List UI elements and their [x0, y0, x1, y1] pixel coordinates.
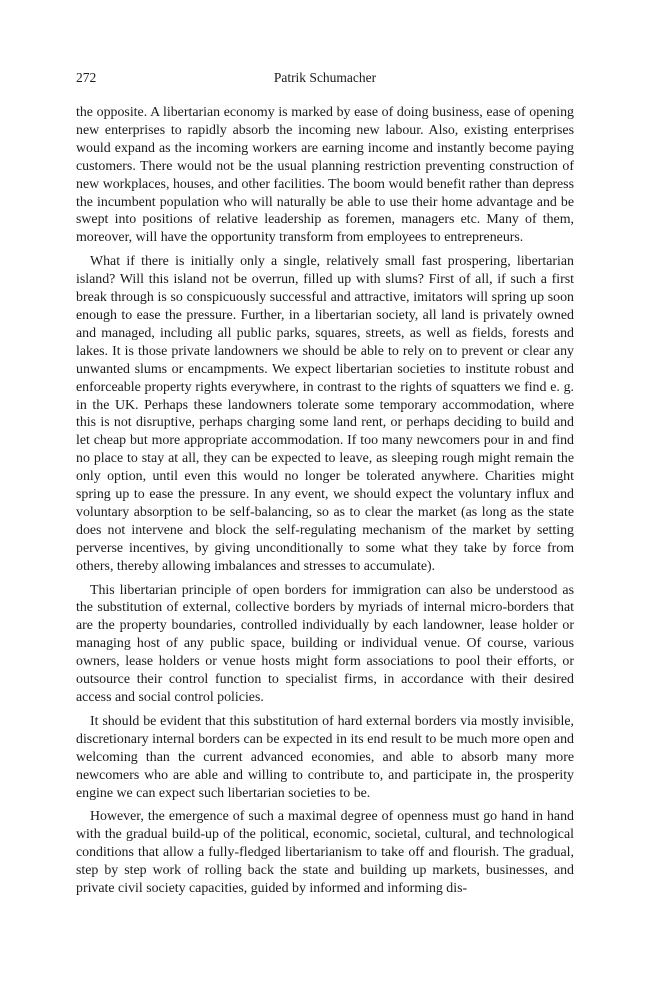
- paragraph-continuation: the opposite. A libertarian economy is marked by ease of doing business, ease of opening new enterprises to rapidly absorb the incoming new labour. Also, existing enterprises would expand as the incoming workers are earning income and instantly become paying customers. There would not be the usual planning restriction preventing construction of new workplaces, houses, and other facilities. The boom would benefit rather than depress the incumbent population who will naturally be able to use their home advantage and be swept into positions of relative leadership as foremen, managers etc. Many of them, moreover, will have the opportunity transform from employees to entrepreneurs.: [76, 105, 574, 246]
- book-page: [76, 70, 574, 904]
- page-number: 272: [76, 70, 97, 85]
- paragraph: What if there is initially only a single, relatively small fast prospering, libertarian island? Will this island not be overrun, filled up with slums? First of all, if such a first break through is so conspicuously successful and attractive, imitators will spring up soon enough to ease the pressure. Further, in a libertarian society, all land is privately owned and managed, including all public parks, squares, streets, as well as fields, forests and lakes. It is those private landowners we should be able to rely on to prevent or clear any unwanted slums or encampments. We expect libertarian societies to institute robust and enforceable property rights everywhere, in contrast to the rights of squatters we find e. g. in the UK. Perhaps these landowners tolerate some temporary accommodation, where this is not disruptive, perhaps charging some land rent, or perhaps deciding to build and let cheap but more appropriate accommodation. If too many newcomers pour in and find no place to stay at all, they can be expected to leave, as sleeping rough might remain the only option, until even this would no longer be tolerated anywhere. Charities might spring up to ease the pressure. In any event, we should expect the voluntary influx and voluntary absorption to be self-balancing, so as to clear the market (as long as the state does not intervene and block the self-regulating mechanism of the market by setting perverse incentives, by giving unconditionally to some what they take by force from others, thereby allowing imbalances and stresses to accumulate).: [76, 254, 574, 574]
- paragraph: However, the emergence of such a maximal degree of openness must go hand in hand with the gradual build-up of the political, economic, societal, cultural, and technological conditions that allow a fully-fledged libertarianism to take off and flourish. The gradual, step by step work of rolling back the state and building up markets, businesses, and private civil society capacities, guided by informed and informing dis-: [76, 809, 574, 897]
- body-text: [76, 104, 574, 898]
- running-head: [76, 70, 574, 92]
- running-head-author: Patrik Schumacher: [273, 70, 377, 85]
- paragraph: This libertarian principle of open borders for immigration can also be understood as the substitution of external, collective borders by myriads of internal micro-borders that are the property boundaries, controlled individually by each landowner, lease holder or managing host of any public space, building or individual venue. Of course, various owners, lease holders or venue hosts might form associations to pool their efforts, or outsource their control function to specialist firms, in accordance with their desired access and social control policies.: [76, 582, 574, 705]
- paragraph: It should be evident that this substitution of hard external borders via mostly invisible, discretionary internal borders can be expected in its end result to be much more open and welcoming than the current advanced economies, and able to absorb many more newcomers who are able and willing to contribute to, and participate in, the prosperity engine we can expect such libertarian societies to be.: [76, 713, 574, 801]
